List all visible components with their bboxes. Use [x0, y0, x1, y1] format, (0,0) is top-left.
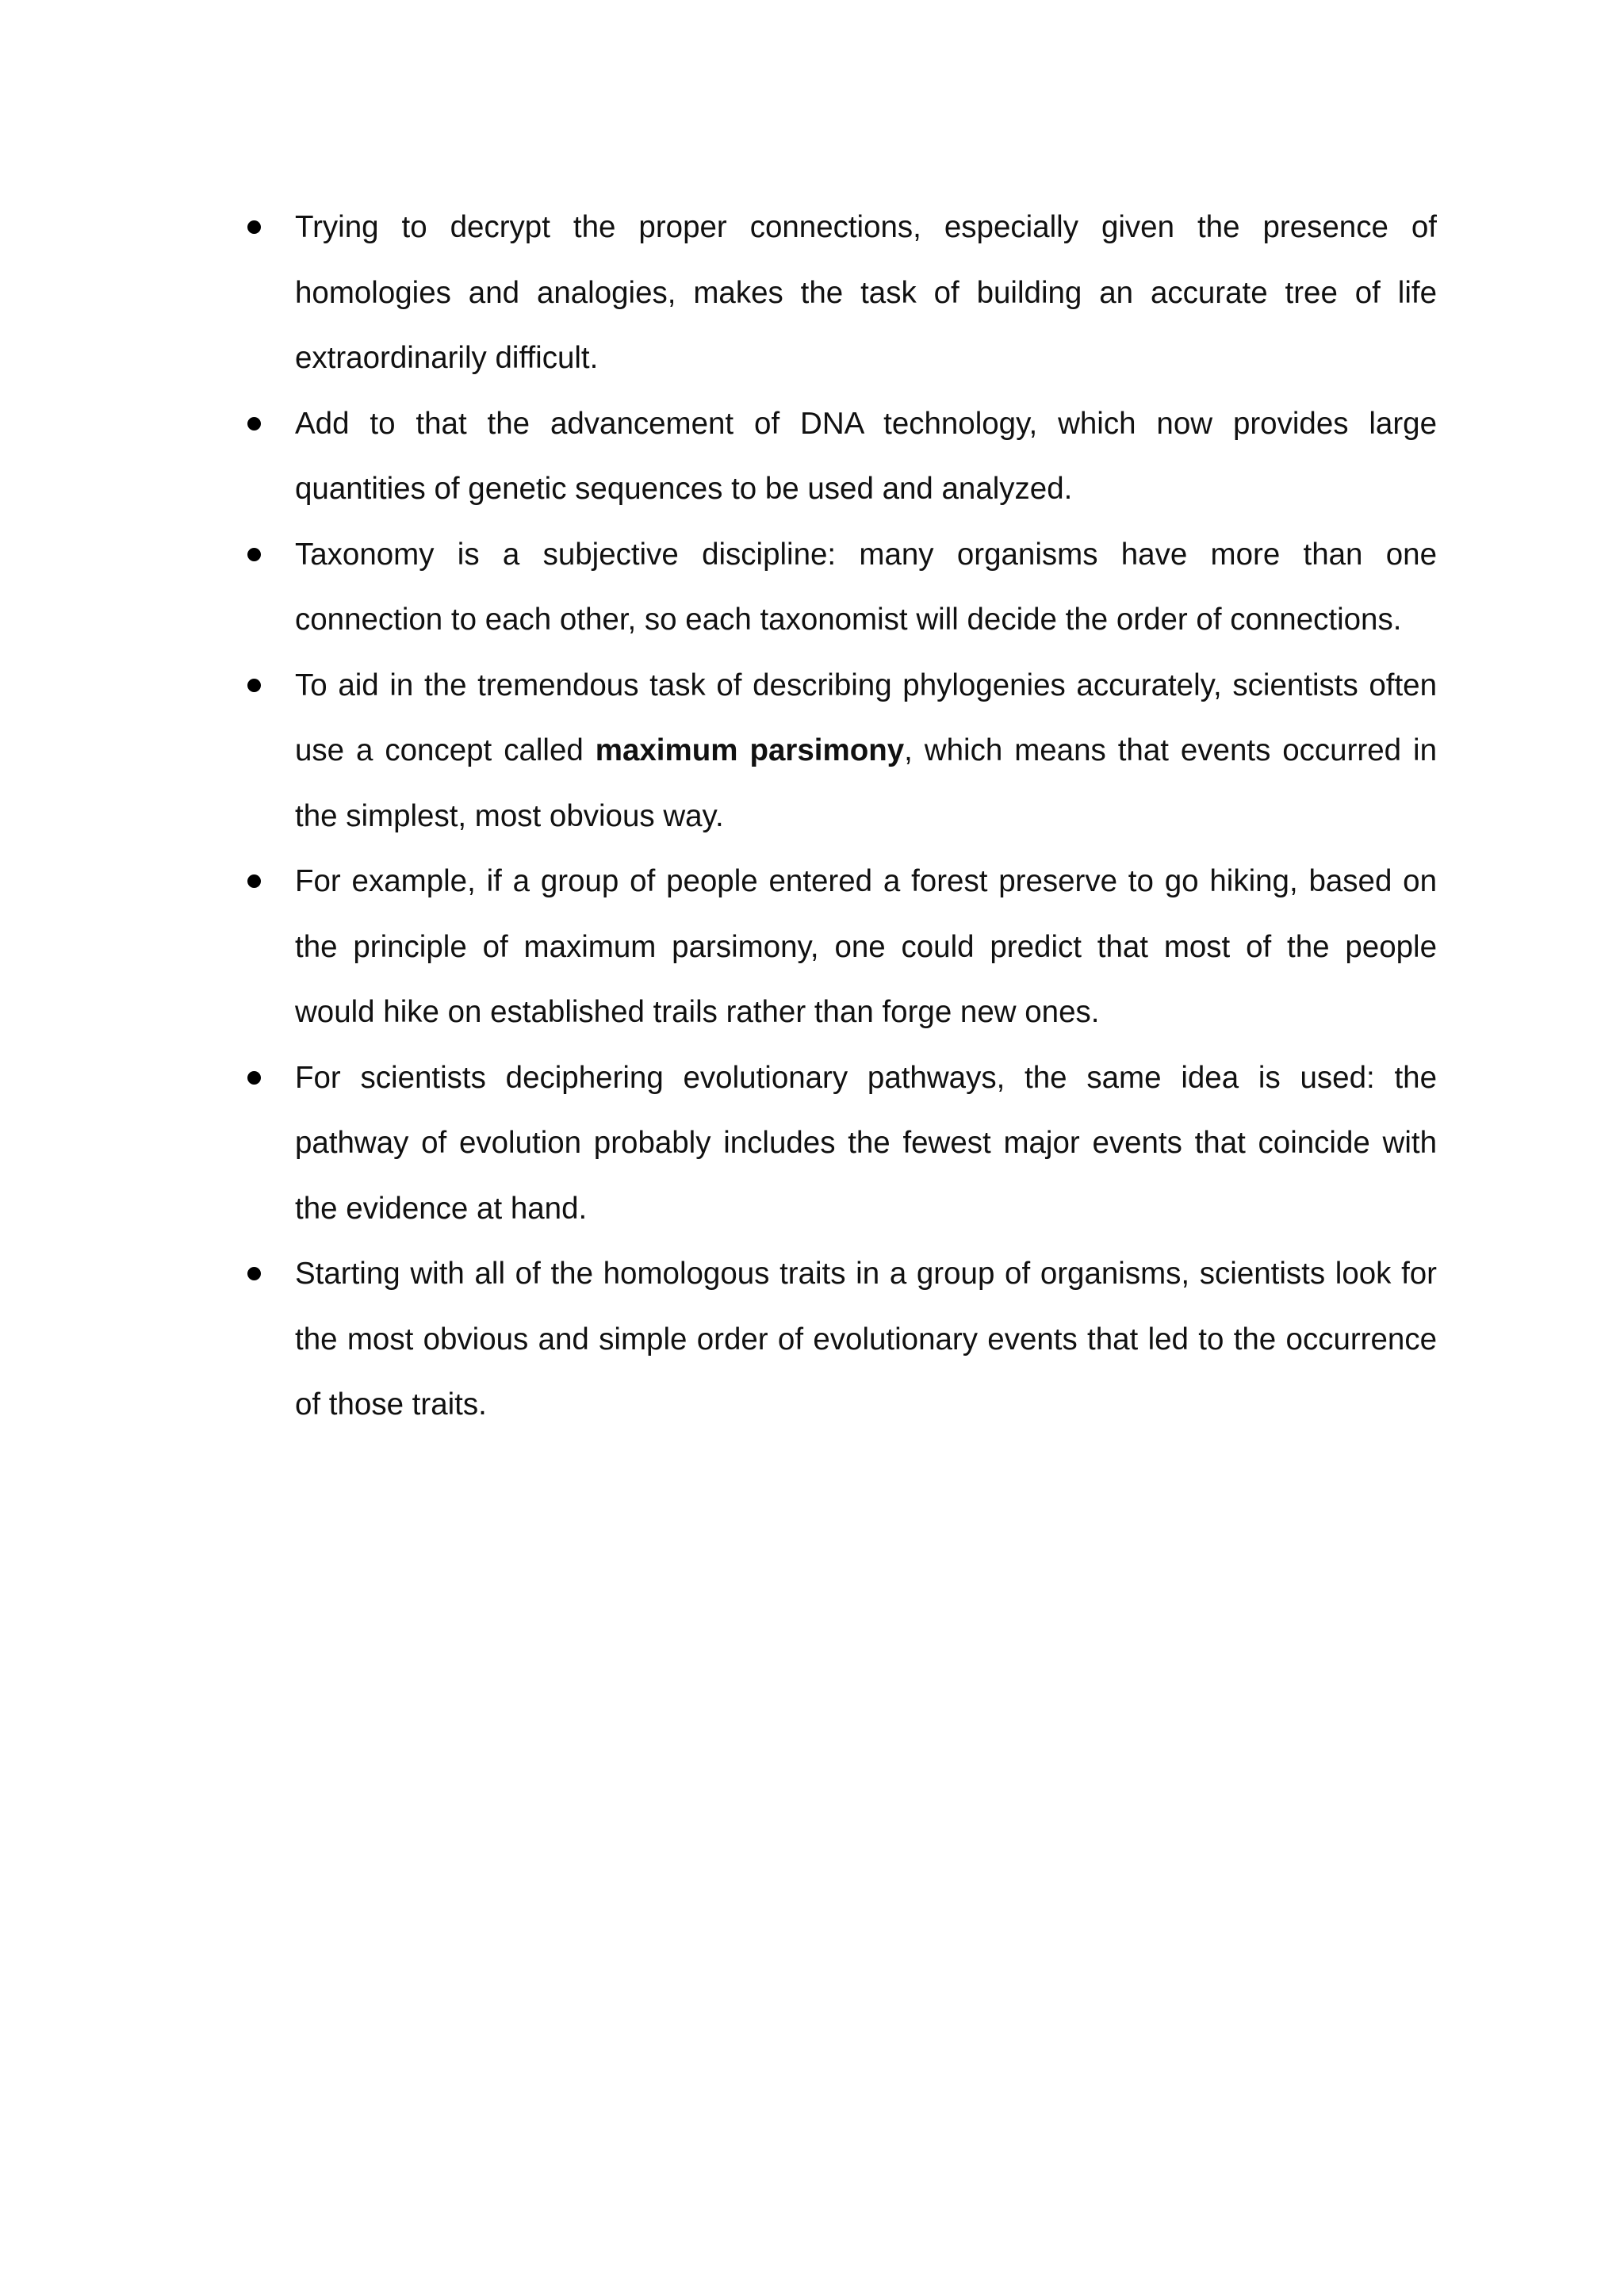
- bullet-icon: [247, 679, 261, 692]
- bullet-icon: [247, 874, 261, 888]
- bullet-icon: [247, 1071, 261, 1085]
- list-item-text: Trying to decrypt the proper connections, especially given the presence of homologies and analogies, makes the task of building an accurate tree of life extraordinarily difficult.: [295, 210, 1437, 375]
- list-item-text: For scientists deciphering evolutionary pathways, the same idea is used: the pathway of evolution probably includes the fewest major events that coincide with the evidence at hand.: [295, 1060, 1437, 1226]
- list-item: [239, 392, 1437, 522]
- list-item: [239, 195, 1437, 392]
- bullet-list: [239, 195, 1437, 1438]
- bullet-icon: [247, 548, 261, 561]
- bullet-icon: [247, 417, 261, 430]
- bullet-icon: [247, 220, 261, 234]
- list-item: [239, 1242, 1437, 1438]
- list-item: [239, 522, 1437, 653]
- list-item-text: Starting with all of the homologous traits in a group of organisms, scientists look for the most obvious and simple order of evolutionary events that led to the occurrence of those traits.: [295, 1257, 1437, 1422]
- list-item-text: Taxonomy is a subjective discipline: many organisms have more than one connection to each other, so each taxonomist will decide the order of connections.: [295, 537, 1437, 637]
- list-item: [239, 1046, 1437, 1242]
- list-item: [239, 849, 1437, 1046]
- list-item-text-after: , which means that events occurred in the simplest, most obvious way.: [295, 733, 1437, 833]
- key-term: maximum parsimony: [595, 733, 905, 767]
- list-item-text-before: To aid in the tremendous task of describing phylogenies accurately, scientists often use a concept called: [295, 668, 1437, 767]
- list-item-text: Add to that the advancement of DNA technology, which now provides large quantities of genetic sequences to be used and analyzed.: [295, 406, 1437, 506]
- list-item: [239, 653, 1437, 850]
- bullet-icon: [247, 1267, 261, 1280]
- list-item-text: For example, if a group of people entered a forest preserve to go hiking, based on the principle of maximum parsimony, one could predict that most of the people would hike on established trails rather than forge new ones.: [295, 864, 1437, 1029]
